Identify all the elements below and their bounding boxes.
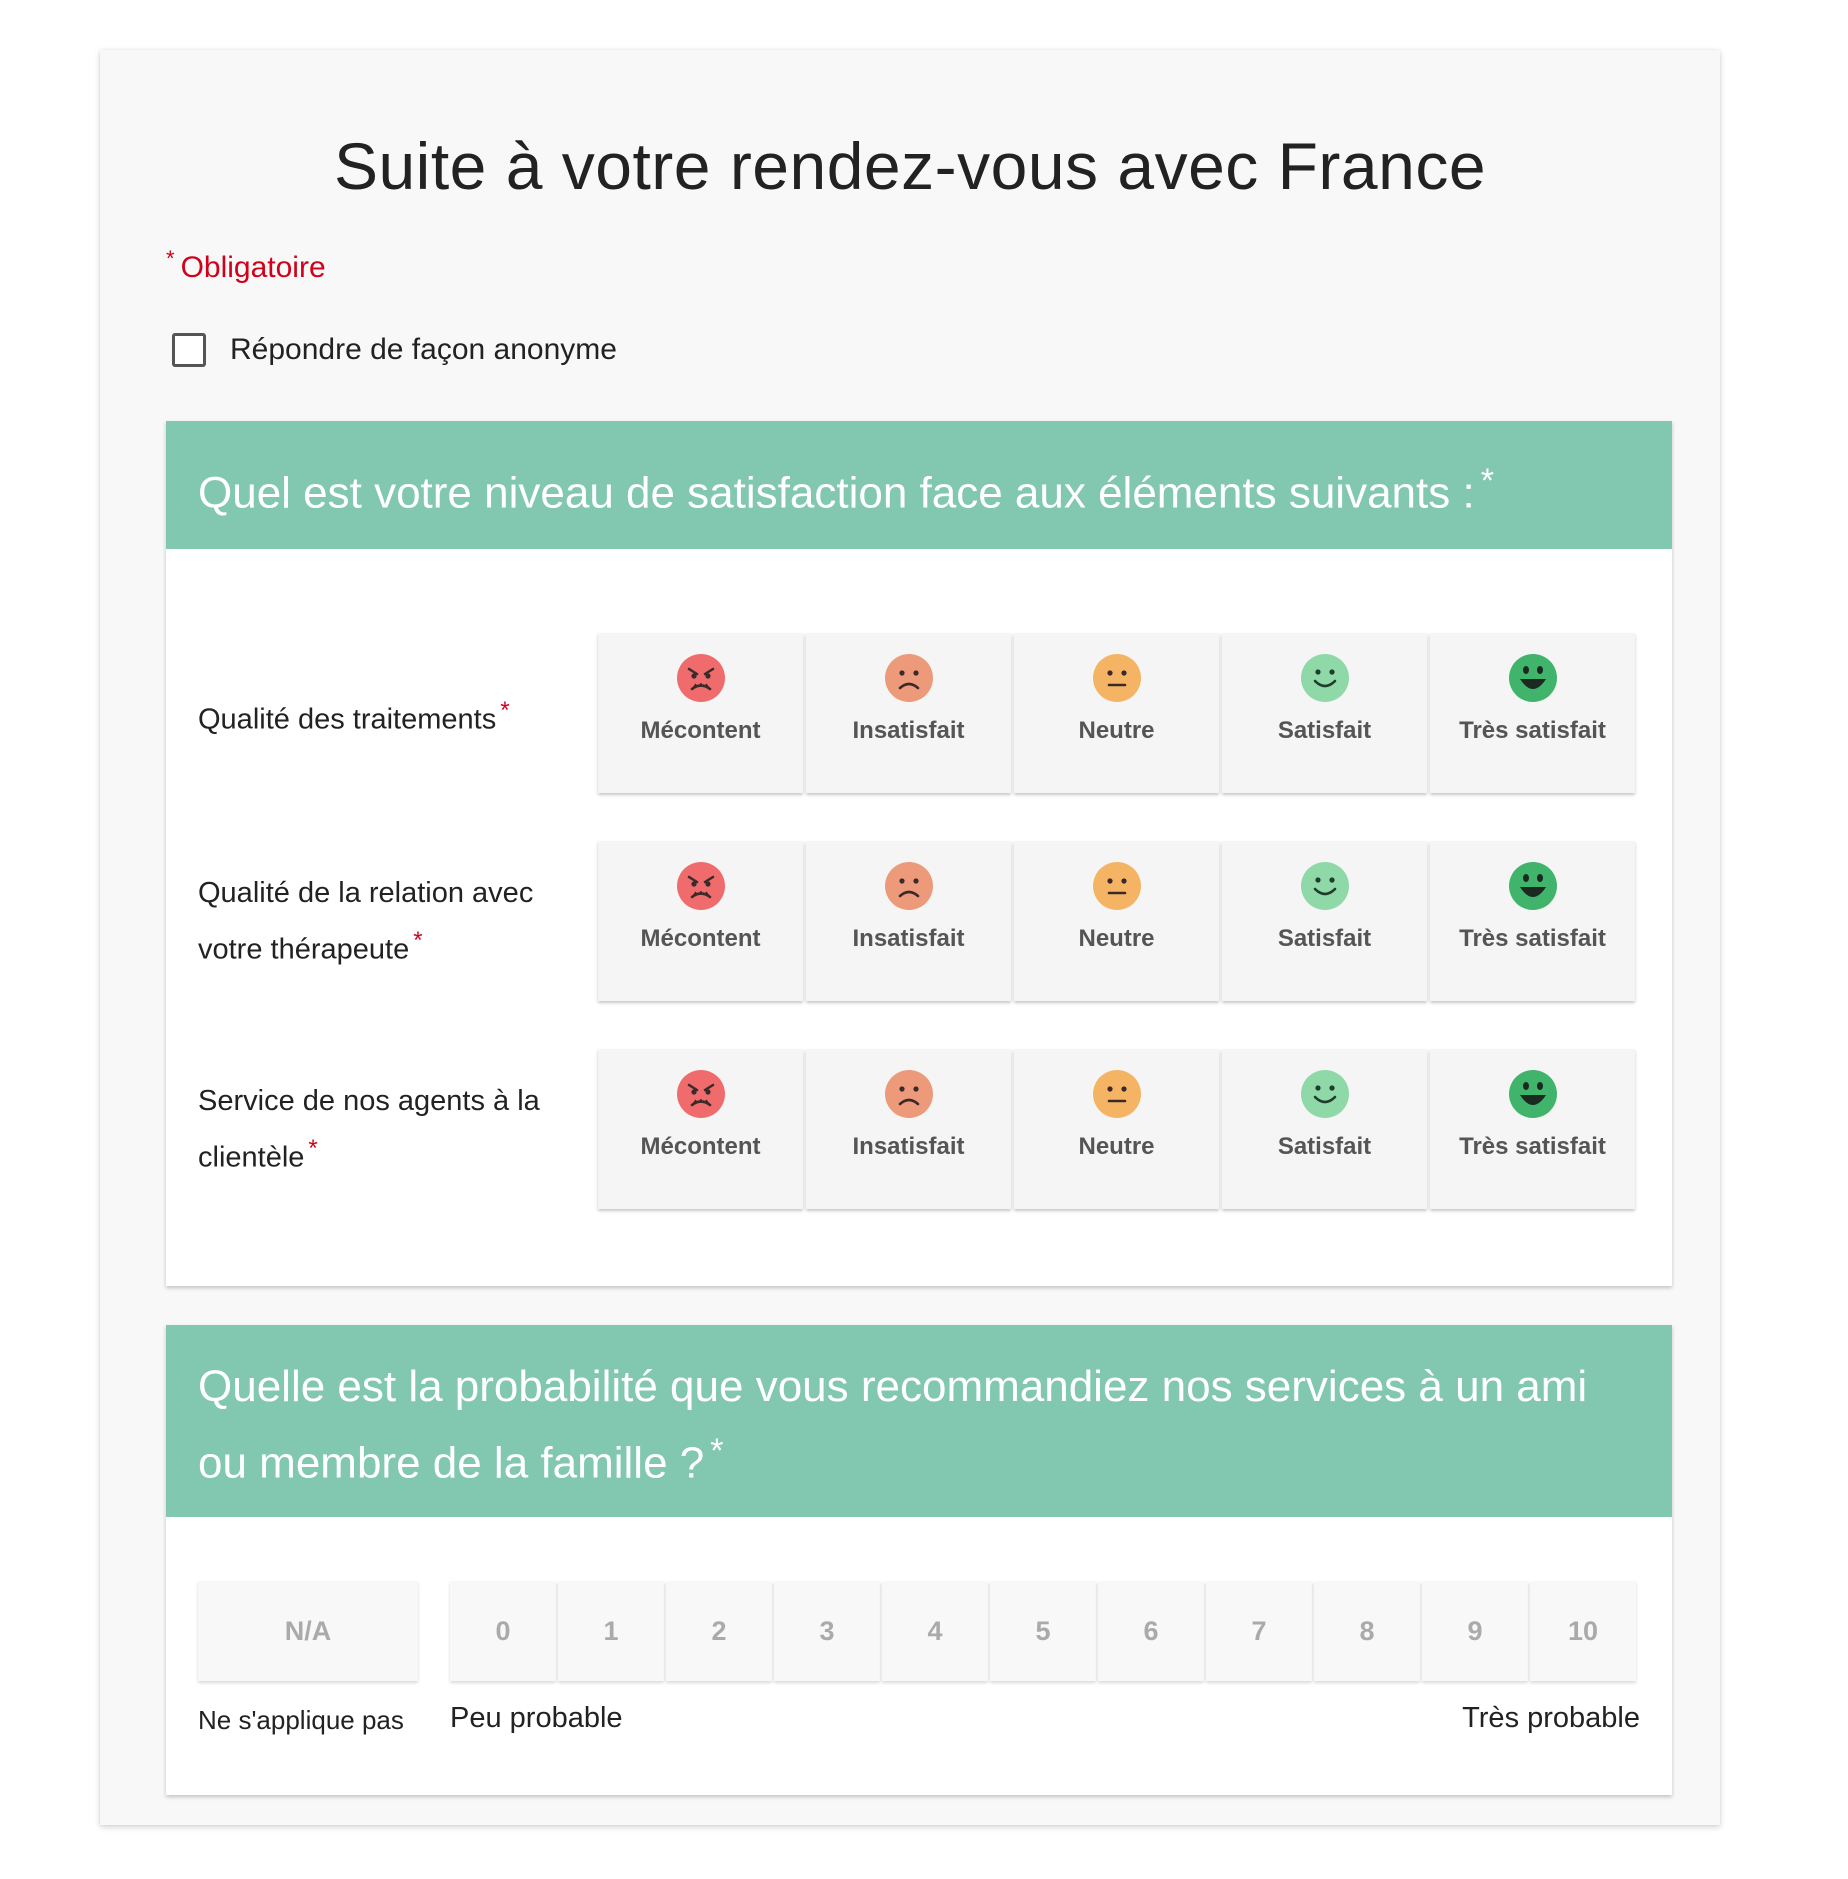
nps-scale-row [198, 1581, 1636, 1681]
rating-options [598, 633, 1635, 793]
matrix-row-therapist [166, 841, 1672, 1005]
required-asterisk: * [710, 1432, 724, 1470]
row-label [198, 687, 578, 744]
nps-score-9[interactable]: 9 [1422, 1581, 1528, 1681]
recommend-question-text: Quelle est la probabilité que vous recommandiez nos services à un ami ou membre de la famille ? [198, 1362, 1588, 1488]
rating-option-sad[interactable] [806, 1049, 1011, 1209]
rating-option-angry[interactable] [598, 633, 803, 793]
anonymous-option[interactable] [172, 333, 617, 367]
rating-option-label: Mécontent [640, 1133, 761, 1160]
rating-option-label: Neutre [1078, 925, 1155, 952]
smile-face-icon [1300, 861, 1350, 911]
rating-option-label: Très satisfait [1459, 717, 1606, 744]
nps-score-7[interactable]: 7 [1206, 1581, 1312, 1681]
page-title: Suite à votre rendez-vous avec France [333, 129, 1487, 203]
nps-na-caption: Ne s'applique pas [198, 1705, 404, 1735]
rating-option-grin[interactable] [1430, 1049, 1635, 1209]
rating-option-label: Insatisfait [852, 717, 965, 744]
satisfaction-question [166, 421, 1672, 549]
nps-score-10[interactable]: 10 [1530, 1581, 1636, 1681]
rating-option-label: Insatisfait [852, 925, 965, 952]
required-note-label: Obligatoire [180, 251, 326, 284]
rating-option-label: Satisfait [1277, 717, 1372, 744]
anonymous-checkbox[interactable] [172, 333, 206, 367]
nps-score-2[interactable]: 2 [666, 1581, 772, 1681]
required-note [166, 246, 326, 285]
nps-score-0[interactable]: 0 [450, 1581, 556, 1681]
required-asterisk: * [1480, 462, 1494, 500]
nps-score-8[interactable]: 8 [1314, 1581, 1420, 1681]
sad-face-icon [884, 1069, 934, 1119]
rating-option-label: Mécontent [640, 717, 761, 744]
smile-face-icon [1300, 653, 1350, 703]
neutral-face-icon [1092, 653, 1142, 703]
angry-face-icon [676, 653, 726, 703]
required-asterisk: * [500, 697, 510, 724]
sad-face-icon [884, 861, 934, 911]
rating-option-sad[interactable] [806, 841, 1011, 1001]
required-asterisk: * [166, 246, 175, 271]
row-label-text: Service de nos agents à la clientèle [198, 1085, 540, 1174]
rating-option-label: Mécontent [640, 925, 761, 952]
nps-score-1[interactable]: 1 [558, 1581, 664, 1681]
nps-score-6[interactable]: 6 [1098, 1581, 1204, 1681]
recommend-section [166, 1325, 1672, 1795]
row-label-text: Qualité des traitements [198, 703, 497, 736]
nps-score-5[interactable]: 5 [990, 1581, 1096, 1681]
angry-face-icon [676, 861, 726, 911]
nps-scale [450, 1581, 1636, 1681]
rating-option-label: Neutre [1078, 717, 1155, 744]
row-label-text: Qualité de la relation avec votre thérapeute [198, 877, 534, 966]
grin-face-icon [1508, 861, 1558, 911]
sad-face-icon [884, 653, 934, 703]
row-label [198, 1077, 578, 1182]
rating-option-label: Neutre [1078, 1133, 1155, 1160]
rating-option-neutral[interactable] [1014, 633, 1219, 793]
nps-high-caption: Très probable [1462, 1702, 1640, 1734]
row-label [198, 869, 578, 974]
grin-face-icon [1508, 653, 1558, 703]
satisfaction-question-text: Quel est votre niveau de satisfaction face aux éléments suivants : [198, 468, 1475, 518]
anonymous-label[interactable]: Répondre de façon anonyme [230, 333, 617, 366]
angry-face-icon [676, 1069, 726, 1119]
nps-score-3[interactable]: 3 [774, 1581, 880, 1681]
recommend-question [166, 1325, 1672, 1517]
rating-option-neutral[interactable] [1014, 1049, 1219, 1209]
rating-option-angry[interactable] [598, 841, 803, 1001]
neutral-face-icon [1092, 1069, 1142, 1119]
nps-na-button[interactable]: N/A [198, 1581, 418, 1681]
nps-low-caption: Peu probable [450, 1702, 623, 1734]
rating-option-label: Très satisfait [1459, 925, 1606, 952]
rating-options [598, 841, 1635, 1001]
nps-score-4[interactable]: 4 [882, 1581, 988, 1681]
rating-option-label: Très satisfait [1459, 1133, 1606, 1160]
rating-option-smile[interactable] [1222, 841, 1427, 1001]
survey-form [100, 50, 1720, 1825]
rating-option-label: Insatisfait [852, 1133, 965, 1160]
matrix-row-treatments [166, 633, 1672, 797]
rating-option-smile[interactable] [1222, 633, 1427, 793]
required-asterisk: * [308, 1135, 318, 1162]
satisfaction-section [166, 421, 1672, 1286]
rating-option-smile[interactable] [1222, 1049, 1427, 1209]
rating-option-grin[interactable] [1430, 841, 1635, 1001]
rating-option-label: Satisfait [1277, 1133, 1372, 1160]
rating-options [598, 1049, 1635, 1209]
rating-option-grin[interactable] [1430, 633, 1635, 793]
grin-face-icon [1508, 1069, 1558, 1119]
required-asterisk: * [413, 927, 423, 954]
neutral-face-icon [1092, 861, 1142, 911]
smile-face-icon [1300, 1069, 1350, 1119]
rating-option-neutral[interactable] [1014, 841, 1219, 1001]
rating-option-angry[interactable] [598, 1049, 803, 1209]
rating-option-sad[interactable] [806, 633, 1011, 793]
matrix-row-agents [166, 1049, 1672, 1213]
rating-option-label: Satisfait [1277, 925, 1372, 952]
